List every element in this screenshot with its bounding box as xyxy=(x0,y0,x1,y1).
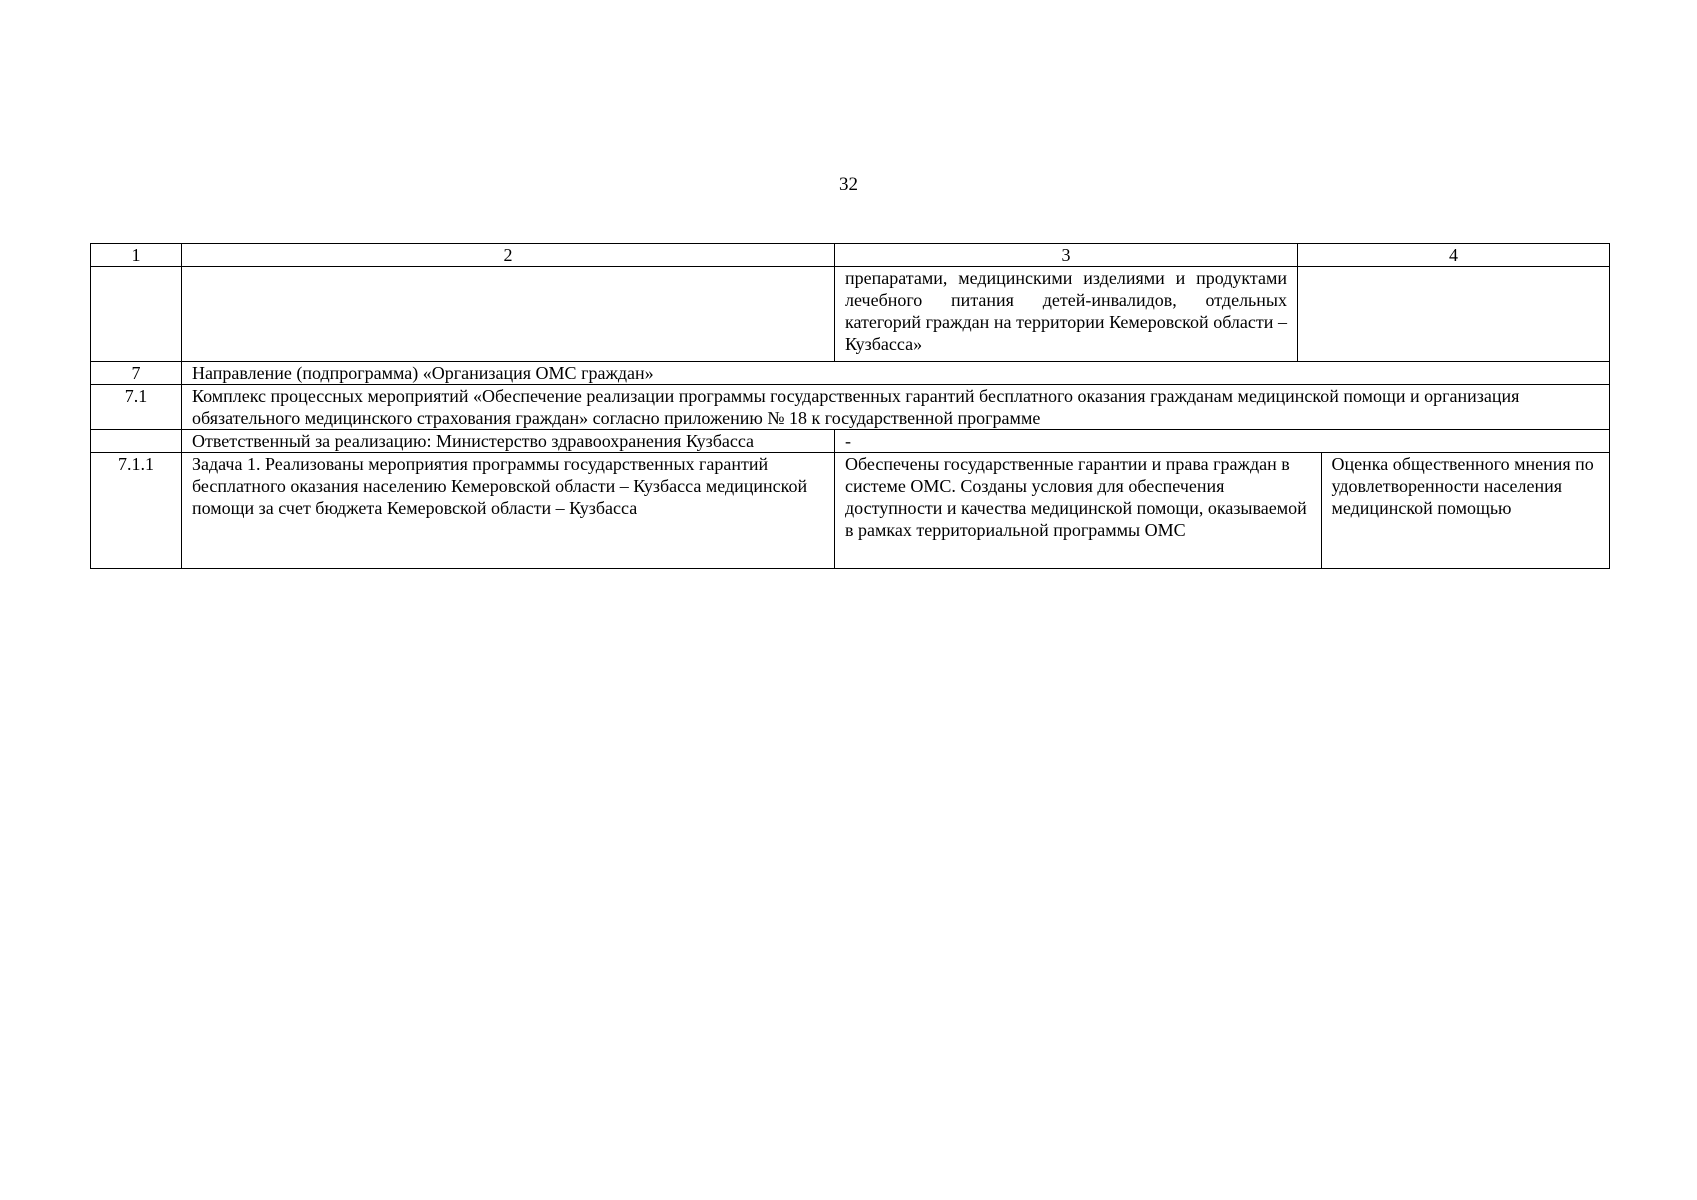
continuation-row xyxy=(91,267,1610,362)
cont-col-4 xyxy=(1298,267,1610,362)
result-text: Обеспечены государственные гарантии и права граждан в системе ОМС. Созданы условия для обеспечения доступности и качества медицинской помощи, оказываемой в рамках территориальной программы ОМС xyxy=(845,454,1307,540)
cont-col-1 xyxy=(91,267,182,362)
table-row-7 xyxy=(91,362,1610,385)
header-col-3: 3 xyxy=(835,244,1298,267)
header-col-1: 1 xyxy=(91,244,182,267)
header-col-4: 4 xyxy=(1298,244,1610,267)
table-row-7-1-1 xyxy=(91,453,1610,569)
header-col-2: 2 xyxy=(182,244,835,267)
task-text: Задача 1. Реализованы мероприятия программы государственных гарантий бесплатного оказания населению Кемеровской области – Кузбасса медицинской помощи за счет бюджета Кемеровской области – Кузбасса xyxy=(182,453,835,569)
task-details xyxy=(835,453,1610,569)
program-table xyxy=(90,243,1610,569)
complex-text: Комплекс процессных мероприятий «Обеспечение реализации программы государственных гарантий бесплатного оказания гражданам медицинской помощи и организация обязательного медицинского страхования граждан» согласно приложению № 18 к государственной программе xyxy=(182,385,1610,430)
row-number: 7.1 xyxy=(91,385,182,430)
task-details-inner xyxy=(835,453,1609,568)
header-row xyxy=(91,244,1610,267)
responsible-num xyxy=(91,430,182,453)
cont-col-3: препаратами, медицинскими изделиями и продуктами лечебного питания детей-инвалидов, отдельных категорий граждан на территории Кемеровской области – Кузбасса» xyxy=(835,267,1298,362)
responsible-value: - xyxy=(835,430,1610,453)
row-number: 7 xyxy=(91,362,182,385)
page-number: 32 xyxy=(839,174,858,195)
responsible-row xyxy=(91,430,1610,453)
direction-text: Направление (подпрограмма) «Организация ОМС граждан» xyxy=(182,362,1610,385)
indicator-text: Оценка общественного мнения по удовлетворенности населения медицинской помощью xyxy=(1321,453,1609,568)
cont-col-2 xyxy=(182,267,835,362)
row-number: 7.1.1 xyxy=(91,453,182,569)
responsible-text: Ответственный за реализацию: Министерство здравоохранения Кузбасса xyxy=(182,430,835,453)
table-row-7-1 xyxy=(91,385,1610,430)
